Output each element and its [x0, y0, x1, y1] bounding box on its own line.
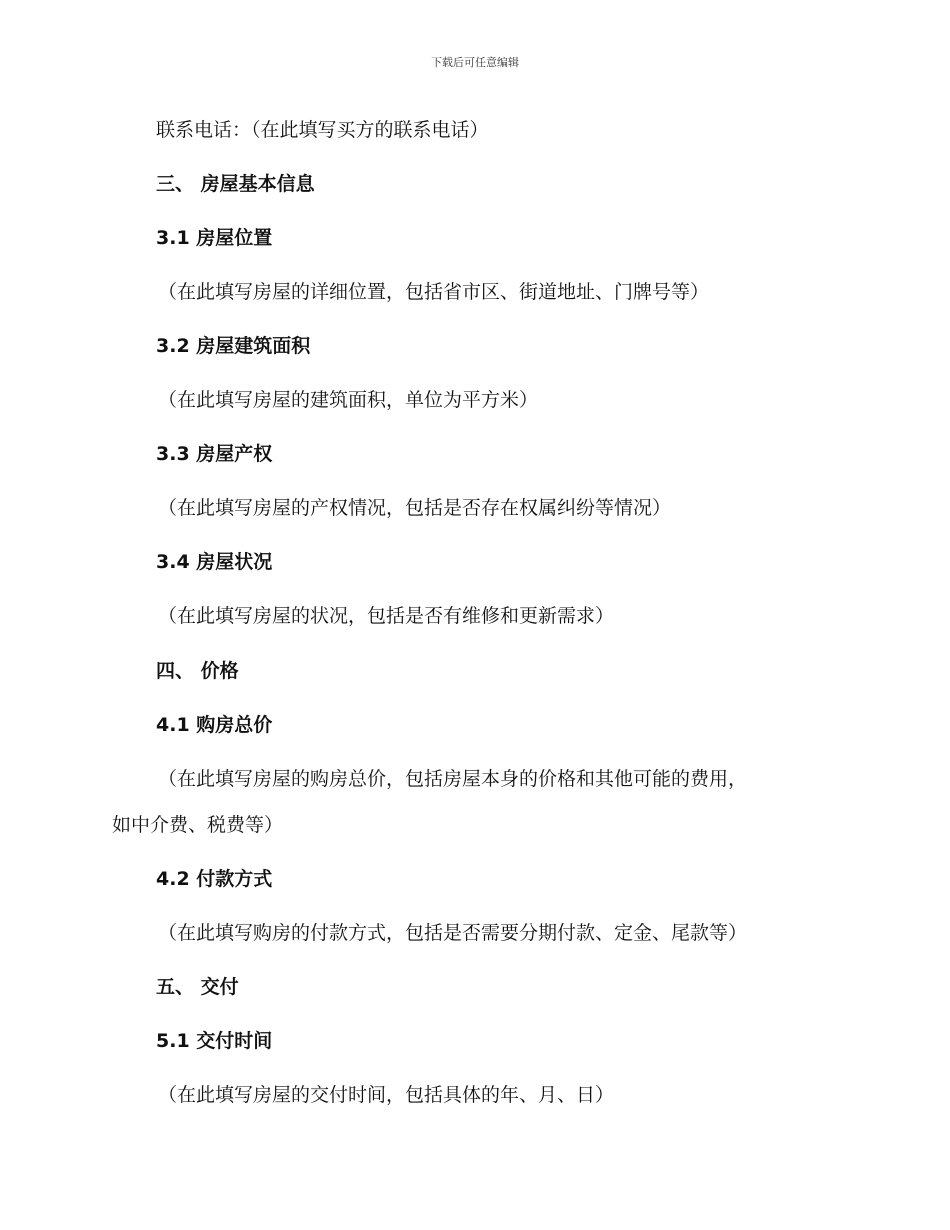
- paragraph-4-1-line-1: （在此填写房屋的购房总价，包括房屋本身的价格和其他可能的费用，: [158, 768, 748, 790]
- subheading-3-3: 3.3 房屋产权: [156, 443, 273, 465]
- paragraph-4-1-line-2: 如中介费、税费等）: [112, 814, 284, 836]
- paragraph-3-2: （在此填写房屋的建筑面积，单位为平方米）: [158, 389, 539, 411]
- paragraph-3-1: （在此填写房屋的详细位置，包括省市区、街道地址、门牌号等）: [158, 281, 710, 303]
- page-header: 下载后可任意编辑: [431, 56, 519, 69]
- paragraph-3-3: （在此填写房屋的产权情况，包括是否存在权属纠纷等情况）: [158, 497, 672, 519]
- buyer-phone-line: 联系电话：（在此填写买方的联系电话）: [156, 119, 489, 141]
- subheading-3-1: 3.1 房屋位置: [156, 227, 273, 249]
- section-heading-4: 四、 价格: [156, 660, 239, 682]
- subheading-5-1: 5.1 交付时间: [156, 1030, 273, 1052]
- subheading-4-1: 4.1 购房总价: [156, 714, 273, 736]
- subheading-4-2: 4.2 付款方式: [156, 868, 273, 890]
- section-heading-3: 三、 房屋基本信息: [156, 173, 315, 195]
- paragraph-4-2: （在此填写购房的付款方式，包括是否需要分期付款、定金、尾款等）: [158, 922, 748, 944]
- subheading-3-2: 3.2 房屋建筑面积: [156, 335, 311, 357]
- section-heading-5: 五、 交付: [156, 976, 239, 998]
- paragraph-5-1: （在此填写房屋的交付时间，包括具体的年、月、日）: [158, 1084, 615, 1106]
- paragraph-3-4: （在此填写房屋的状况，包括是否有维修和更新需求）: [158, 605, 615, 627]
- subheading-3-4: 3.4 房屋状况: [156, 551, 273, 573]
